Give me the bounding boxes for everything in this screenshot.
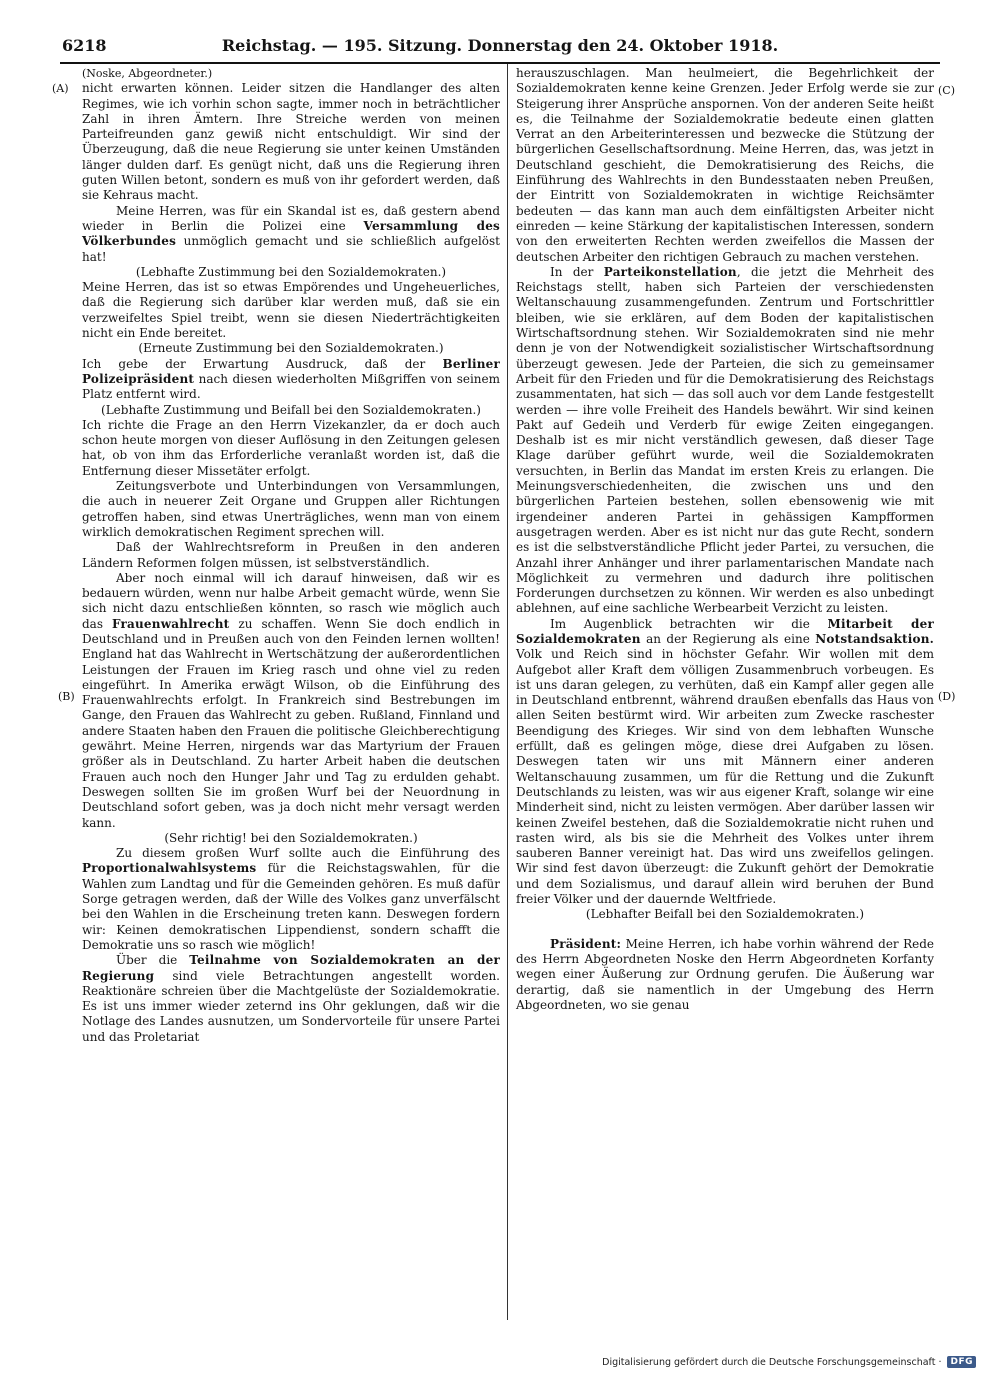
paragraph: Ich richte die Frage an den Herrn Vizekanzler, da er doch auch schon heute morgen von dieser Auflösung in den Zeitungen gelesen hat, ob von ihm das Erforderliche veranlaßt worden ist, daß die Entfernung dieser Missetäter erfolgt. [82,417,500,478]
text-run: Zu diesem großen Wurf sollte auch die Einführung des [116,846,500,861]
emphasis-text: Versammlung des Völkerbundes [82,218,501,249]
text-run: an der Regierung als eine [640,631,816,646]
paragraph: Meine Herren, das ist so etwas Empörendes und Ungeheuerliches, daß die Regierung sich darüber klar werden muß, daß sie ein verzweifeltes Spiel treibt, wenn sie diesen Niederträchtigkeiten nicht ein Ende bereitet. [82,280,500,341]
paragraph: Daß der Wahlrechtsreform in Preußen in den anderen Ländern Reformen folgen müssen, ist selbstverständlich. [82,540,500,570]
text-run: zu schaffen. Wenn Sie doch endlich in Deutschland und in Preußen auch von den Feinden lernen wollten! England hat das Wahlrecht in Wertschätzung der außerordentlichen Leistungen der Frauen im Krieg rasch und ohne viel zu reden eingeführt. In Amerika erwägt Wilson, ob die Einführung des Frauenwahlrechts erfolgt. In Frankreich sind Bestrebungen im Gange, den Frauen das Wahlrecht zu geben. Rußland, Finnland und andere Staaten haben den Frauen die politische Gleichberechtigung gewährt. Meine Herren, nirgends war das Martyrium der Frauen größer als in Deutschland. Zu harter Arbeit haben die deutschen Frauen auch noch den Hunger Jahr und Tag zu erdulden gehabt. Deswegen sollten Sie im großen Wurf bei der Neuordnung in Deutschland sofort geben, was ja doch nicht mehr versagt werden kann. [82,616,500,830]
emphasis-text: Frauenwahlrecht [112,616,230,631]
paragraph [516,265,934,617]
interjection: (Lebhafter Beifall bei den Sozialdemokraten.) [585,907,865,922]
emphasis-text: Notstandsaktion. [815,631,934,646]
margin-marker-a: (A) [52,82,69,95]
dfg-logo-icon: DFG [947,1356,976,1368]
right-column [516,66,934,1013]
paragraph: herauszuschlagen. Man heulmeiert, die Begehrlichkeit der Sozialdemokraten kenne keine Grenzen. Jeder Erfolg werde sie zur Steigerung ihrer Ansprüche anspornen. Von der anderen Seite heißt es, die Teilnahme der Sozialdemokratie bedeute einen glatten Verrat an den Arbeiterinteressen und bezwecke die Stützung der bürgerlichen Gesellschaftsordnung. Meine Herren, das, was jetzt in Deutschland geschieht, die Demokratisierung des Reichs, die Einführung des Wahlrechts in den Bundesstaaten neben Preußen, der Eintritt von Sozialdemokraten in wichtige Reichsämter bedeuten — das kann man auch dem einfältigsten Arbeiter nicht einreden — keine Stärkung der kapitalistischen Interessen, sondern von den erweiterten Rechten werden zweifellos die Massen der deutschen Arbeiter den richtigen Gebrauch zu machen verstehen. [516,66,934,264]
text-run: Meine Herren, was für ein Skandal ist es, daß gestern abend wieder in Berlin die Polizei eine [82,203,500,233]
text-run: unmöglich gemacht und sie schließlich aufgelöst hat! [82,234,500,264]
column-divider [507,64,508,1320]
interjection: (Lebhafte Zustimmung und Beifall bei den Sozialdemokraten.) [101,402,481,417]
left-column [82,66,500,1045]
header-rule [60,62,940,64]
emphasis-text: Parteikonstellation [603,264,737,279]
margin-marker-c: (C) [938,84,955,97]
text-run: für die Reichstagswahlen, für die Wahlen zum Landtag und für die Gemeinden gehören. Es muß dafür Sorge getragen werden, daß der Wille des Volkes ganz unverfälscht bei den Wahlen in die Erscheinung treten kann. Deswegen fordern wir: Keinen demokratischen Lippendienst, sondern schafft die Demokratie uns so rasch wie möglich! [82,861,500,952]
text-run: Meine Herren, ich habe vorhin während der Rede des Herrn Abgeordneten Noske den Herrn Abgeordneten Korfanty wegen einer Äußerung zur Ordnung gerufen. Die Äußerung war derartig, daß sie namentlich in der Umgebung des Herrn Abgeordneten, wo sie genau [516,936,934,1012]
text-run: Ich gebe der Erwartung Ausdruck, daß der [82,356,443,371]
emphasis-text: Berliner Polizeipräsident [82,356,500,386]
paragraph [82,846,500,953]
paragraph [82,953,500,1045]
paragraph: Zeitungsverbote und Unterbindungen von Versammlungen, die auch in neuerer Zeit Organe und Gruppen aller Richtungen getroffen haben, sind etwas Unerträgliches, wenn man von einem wirklich demokratischen Regiment sprechen will. [82,479,500,539]
text-run: Im Augenblick betrachten wir die [550,616,828,631]
text-run: Über die [116,953,190,968]
emphasis-text: Mitarbeit der Sozialdemokraten [516,616,934,646]
text-run: In der [550,264,604,279]
text-run: nach diesen wiederholten Mißgriffen von seinem Platz entfernt wird. [82,371,500,402]
footer-credit: Digitalisierung gefördert durch die Deutsche Forschungsgemeinschaft · [602,1356,942,1368]
page-title: Reichstag. — 195. Sitzung. Donnerstag den 24. Oktober 1918. [221,36,779,55]
interjection: (Sehr richtig! bei den Sozialdemokraten.) [164,830,418,845]
emphasis-text: Proportionalwahlsystems [82,861,257,876]
text-run: Aber noch einmal will ich darauf hinweisen, daß wir es bedauern würden, wenn nur halbe Arbeit gemacht würde, wenn Sie sich nicht dazu entschließen könnten, so rasch wie möglich auch das [82,570,500,631]
paragraph [82,357,500,403]
margin-marker-b: (B) [58,690,75,703]
paragraph [82,571,500,831]
text-run: sind viele Betrachtungen angestellt worden. Reaktionäre schreien über die Machtgelüste der Sozialdemokratie. Es ist uns immer wieder zeternd ins Ohr geklungen, daß wir die Notlage des Landes ausnutzen, um Sondervorteile für unsere Partei und das Proletariat [82,968,500,1044]
page-number: 6218 [62,36,107,55]
emphasis-text: Teilnahme von Sozialdemokraten an der Regierung [82,953,500,983]
page-header [62,36,938,58]
margin-marker-d: (D) [938,690,956,703]
paragraph [516,617,934,908]
interjection: (Erneute Zustimmung bei den Sozialdemokraten.) [138,341,444,356]
paragraph: nicht erwarten können. Leider sitzen die Handlanger des alten Regimes, wie ich vorhin schon sagte, immer noch in beträchtlicher Zahl in ihren Ämtern. Ihre Streiche werden von meinen Parteifreunden ganz gewiß nicht entschuldigt. Wir sind der Überzeugung, daß die neue Regierung sie unter keinen Umständen länger dulden darf. Es genügt nicht, daß uns die Regierung ihren guten Willen betont, sondern es muß von ihr gefordert werden, daß sie Kehraus macht. [82,81,500,203]
paragraph [82,204,500,265]
speaker-label: (Noske, Abgeordneter.) [82,67,213,80]
interjection: (Lebhafte Zustimmung bei den Sozialdemokraten.) [135,264,447,279]
text-run: Volk und Reich sind in höchster Gefahr. Wir wollen mit dem Aufgebot aller Kraft dem völligen Zusammenbruch vorbeugen. Es ist uns daran gelegen, zu verhüten, daß ein Kampf aller gegen alle in Deutschland entbrennt, während draußen ebenfalls das Haus von allen Seiten bestürmt wird. Wir arbeiten zum Zwecke raschester Beendigung des Krieges. Wir sind von dem lebhaften Wunsche erfüllt, daß es gelingen möge, diese drei Aufgaben zu lösen. Deswegen taten wir uns mit Männern einer anderen Weltanschauung zusammen, um für die Rettung und die Zukunft Deutschlands zu leisten, was wir aus eigener Kraft, solange wir eine Minderheit sind, nicht zu leisten vermögen. Aber darüber lassen wir keinen Zweifel bestehen, daß die Sozialdemokratie nicht ruhen und rasten wird, als bis sie die Mehrheit des Volkes unter ihrem sauberen Banner vereinigt hat. Das wird uns zweifellos gelingen. Wir sind fest davon überzeugt: die Zukunft gehört der Demokratie und dem Sozialismus, und darauf allein wird beruhen der Bund freier Völker und der dauernde Weltfriede. [516,647,934,907]
paragraph [516,937,934,1013]
speaker-name: Präsident: [550,936,622,951]
footer [602,1354,976,1370]
text-run: , die jetzt die Mehrheit des Reichstags stellt, haben sich Parteien der verschiedensten Weltanschauung zusammengefunden. Zentrum und Fortschrittler bleiben, wie sie erklären, auf dem Boden der kapitalistischen Wirtschaftsordnung stehen. Wir Sozialdemokraten sind nie mehr denn je von der Notwendigkeit sozialistischer Wirtschaftsordnung überzeugt gewesen. Jede der Parteien, die sich zu gemeinsamer Arbeit für den Frieden und für die Demokratisierung des Reichstags zusammentaten, hat sich — das soll auch vor dem Lande festgestellt werden — ihre volle Freiheit des Handels bewährt. Wir sind keinen Pakt auf Gedeih und Verderb für ewige Zeiten eingegangen. Deshalb ist es mir nicht verständlich gewesen, daß dieser Tage Klage darüber geführt wurde, weil die Sozialdemokraten versuchten, in Berlin das Mandat im ersten Kreis zu erlangen. Die Meinungsverschiedenheiten, die zwischen uns und den bürgerlichen Parteien bestehen, sollen ebensowenig wie mit irgendeiner anderen Partei in gehässigen Kampfformen ausgetragen werden. Aber es ist nicht nur das gute Recht, sondern es ist die selbstverständliche Pflicht jeder Partei, zu versuchen, die Anzahl ihrer Anhänger und ihrer parlamentarischen Mandate nach Möglichkeit zu vermehren und dadurch ihre politischen Forderungen durchsetzen zu können. Wir werden es also unbedingt ablehnen, auf eine sachliche Werbearbeit Verzicht zu leisten. [516,264,934,616]
